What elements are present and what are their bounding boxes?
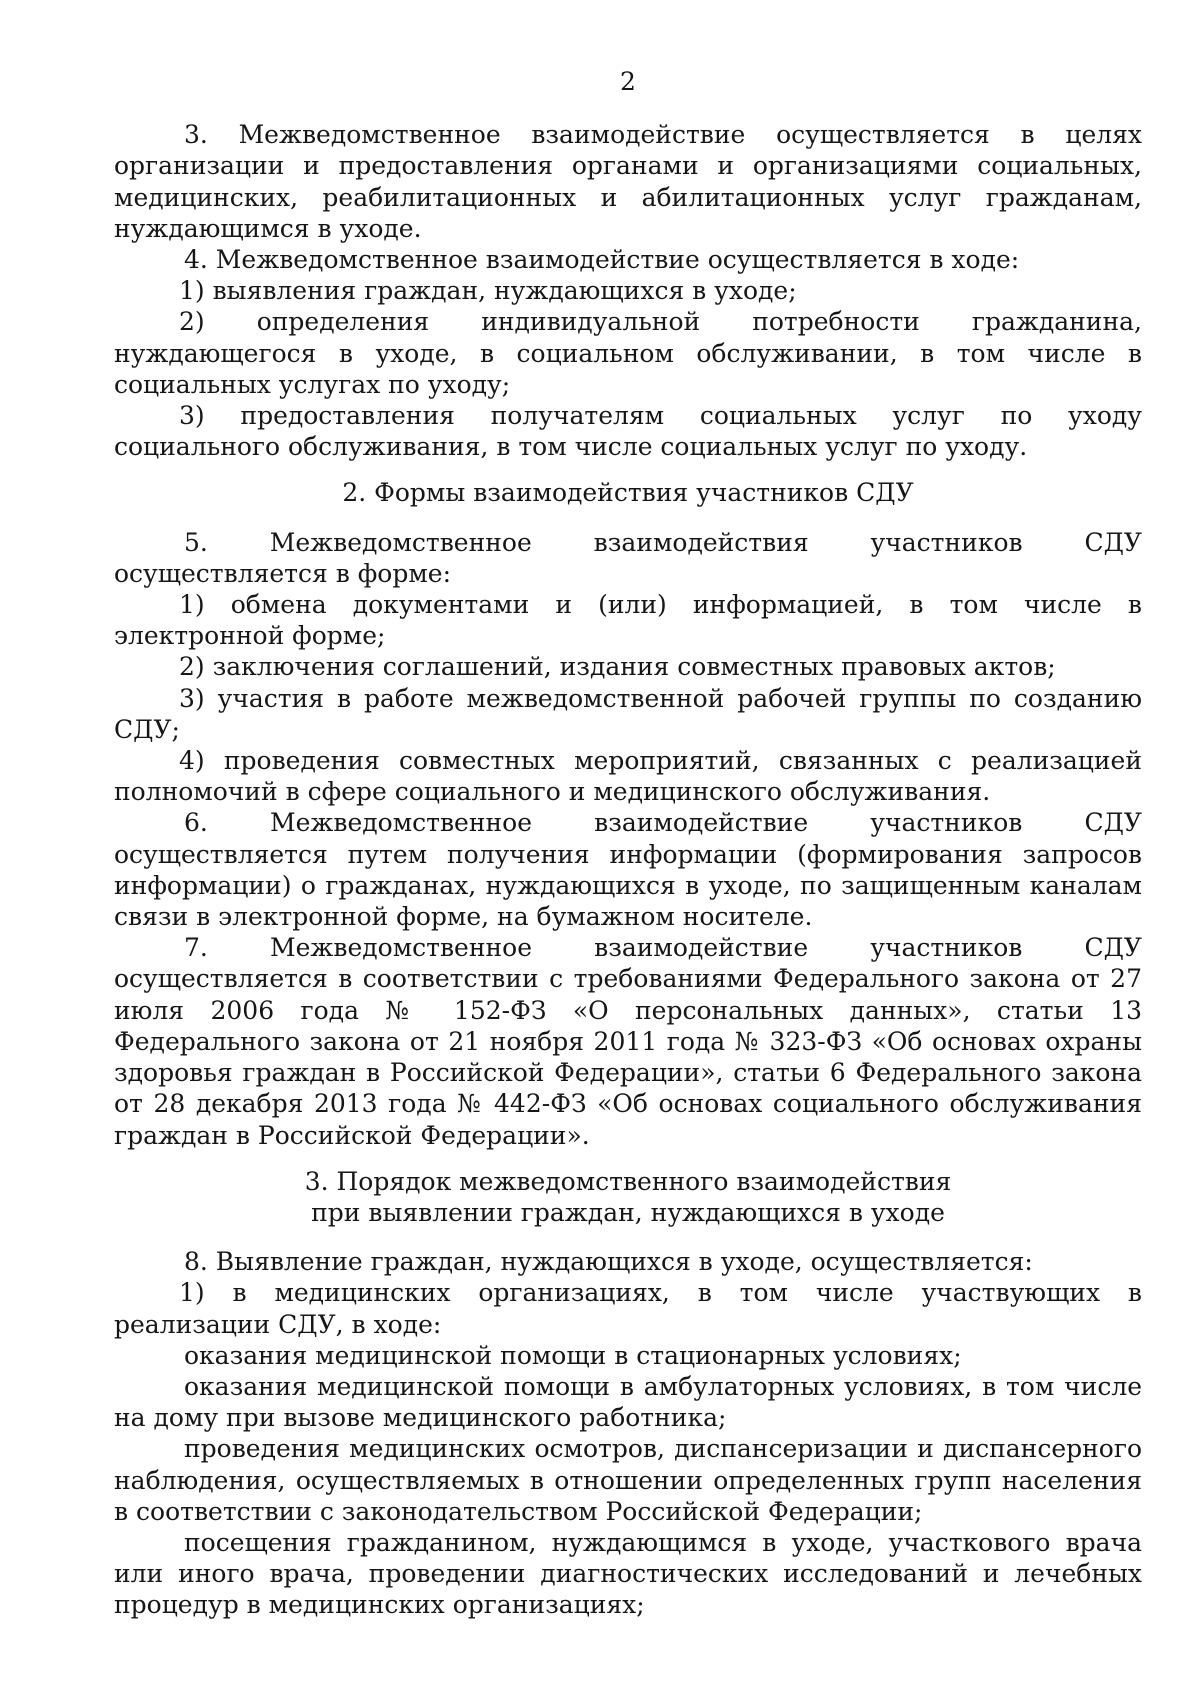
page-number: 2 xyxy=(620,67,636,96)
paragraph-5-item-4: 4) проведения совместных мероприятий, связанных с реализацией полномочий в сфере социального и медицинского обслуживания. xyxy=(114,746,1142,807)
section-3-title-line2: при выявлении граждан, нуждающихся в уходе xyxy=(311,1197,945,1227)
list-item: оказания медицинской помощи в стационарных условиях; xyxy=(184,1340,962,1370)
list-item: посещения гражданином, нуждающимся в уходе, участкового врача или иного врача, проведении диагностических исследований и лечебных процедур в медицинских организациях; xyxy=(114,1527,1142,1620)
document-page xyxy=(114,66,1142,1621)
paragraph-4-item-3: 3) предоставления получателям социальных услуг по уходу социального обслуживания, в том числе социальных услуг по уходу. xyxy=(114,401,1142,462)
section-3-heading xyxy=(114,1166,1142,1228)
paragraph-4-item-1: 1) выявления граждан, нуждающихся в уходе; xyxy=(179,276,797,306)
section-2-title: 2. Формы взаимодействия участников СДУ xyxy=(342,478,914,508)
paragraph-8: 8. Выявление граждан, нуждающихся в уходе, осуществляется: xyxy=(184,1247,1033,1277)
paragraph-3: 3. Межведомственное взаимодействие осуществляется в целях организации и предоставления органами и организациями социальных, медицинских, реабилитационных и абилитационных услуг гражданам, нуждающимся в уходе. xyxy=(114,120,1142,243)
paragraph-4-item-2: 2) определения индивидуальной потребности гражданина, нуждающегося в уходе, в социальном обслуживании, в том числе в социальных услугах по уходу; xyxy=(114,307,1142,399)
paragraph-8-item-1: 1) в медицинских организациях, в том числе участвующих в реализации СДУ, в ходе: xyxy=(114,1278,1142,1339)
paragraph-5-item-1: 1) обмена документами и (или) информацией, в том числе в электронной форме; xyxy=(114,590,1142,651)
paragraph-7: 7. Межведомственное взаимодействие участников СДУ осуществляется в соответствии с требованиями Федерального закона от 27 июля 2006 года № 152-ФЗ «О персональных данных», статьи 13 Федерального закона от 21 ноября 2011 года № 323-ФЗ «Об основах охраны здоровья граждан в Российской Федерации», статьи 6 Федерального закона от 28 декабря 2013 года № 442-ФЗ «Об основах социального обслуживания граждан в Российской Федерации». xyxy=(114,933,1142,1150)
paragraph-5-item-3: 3) участия в работе межведомственной рабочей группы по созданию СДУ; xyxy=(114,683,1142,744)
paragraph-6: 6. Межведомственное взаимодействие участников СДУ осуществляется путем получения информации (формирования запросов информации) о гражданах, нуждающихся в уходе, по защищенным каналам связи в электронной форме, на бумажном носителе. xyxy=(114,808,1142,932)
section-procedure xyxy=(114,1246,1142,1620)
list-item: проведения медицинских осмотров, диспансеризации и диспансерного наблюдения, осуществляемых в отношении определенных групп населения в соответствии с законодательством Российской Федерации; xyxy=(114,1434,1142,1526)
section-3-title-line1: 3. Порядок межведомственного взаимодействия xyxy=(304,1166,952,1196)
section-2-heading xyxy=(114,477,1142,508)
section-forms xyxy=(114,527,1142,1151)
paragraph-4: 4. Межведомственное взаимодействие осуществляется в ходе: xyxy=(184,245,1020,275)
section-purpose xyxy=(114,119,1142,462)
paragraph-5-item-2: 2) заключения соглашений, издания совместных правовых актов; xyxy=(179,652,1056,682)
paragraph-5: 5. Межведомственное взаимодействия участников СДУ осуществляется в форме: xyxy=(114,527,1142,588)
list-item: оказания медицинской помощи в амбулаторных условиях, в том числе на дому при вызове медицинского работника; xyxy=(114,1371,1142,1433)
